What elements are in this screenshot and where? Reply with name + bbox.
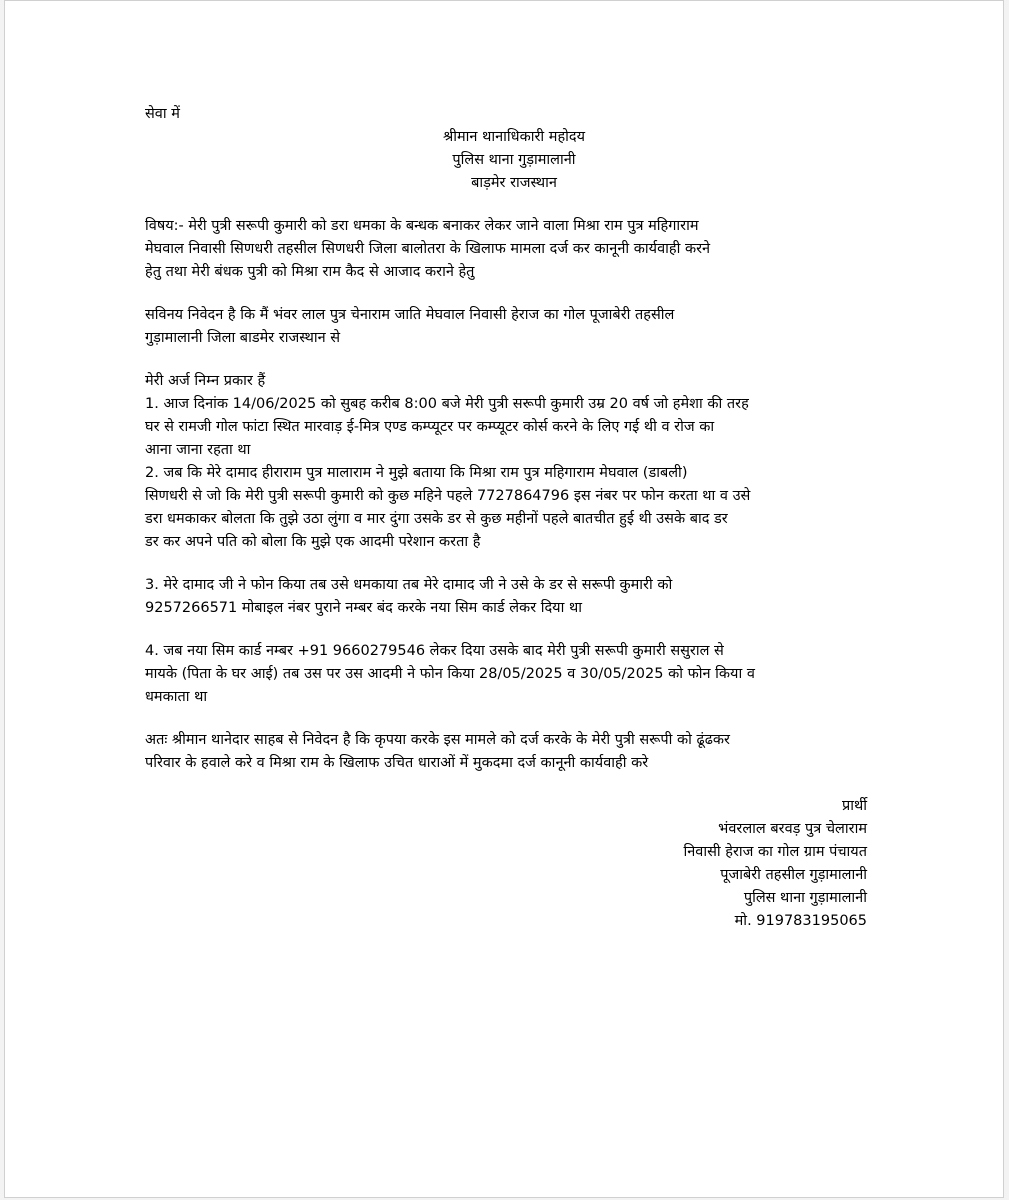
signatory-mobile: मो. 919783195065 <box>734 913 867 929</box>
signature-block <box>145 795 875 933</box>
point-1-line-3: आना जाना रहता था <box>145 442 251 458</box>
point-4-paragraph <box>145 640 875 709</box>
intro-paragraph <box>145 304 875 350</box>
point-2-line-3: डरा धमकाकर बोलता कि तुझे उठा लुंगा व मार दुंगा उसके डर से कुछ महीनों पहले बातचीत हुई थी उसके बाद डर <box>145 511 728 527</box>
point-1-line-1: 1. आज दिनांक 14/06/2025 को सुबह करीब 8:00 बजे मेरी पुत्री सरूपी कुमारी उम्र 20 वर्ष जो हमेशा की तरह <box>145 396 749 412</box>
request-heading: मेरी अर्ज निम्न प्रकार हैं <box>145 373 266 389</box>
salutation-text: सेवा में <box>145 106 180 122</box>
point-2-line-2: सिणधरी से जो कि मेरी पुत्री सरूपी कुमारी को कुछ महिने पहले 7727864796 इस नंबर पर फोन करता था व उसे <box>145 488 751 504</box>
point-4-line-1: 4. जब नया सिम कार्ड नम्बर +91 9660279546 लेकर दिया उसके बाद मेरी पुत्री सरूपी कुमारी ससुराल से <box>145 643 724 659</box>
point-2-line-1: 2. जब कि मेरे दामाद हीराराम पुत्र मालाराम ने मुझे बताया कि मिश्रा राम पुत्र महिगाराम मेघवाल (डाबली) <box>145 465 688 481</box>
conclusion-line-1: अतः श्रीमान थानेदार साहब से निवेदन है कि कृपया करके इस मामले को दर्ज करके के मेरी पुत्री सरूपी को ढूंढकर <box>145 732 730 748</box>
signatory-name: भंवरलाल बरवड़ पुत्र चेलाराम <box>718 821 867 837</box>
subject-paragraph <box>145 215 875 284</box>
salutation <box>145 103 875 126</box>
point-3-line-2: 9257266571 मोबाइल नंबर पुराने नम्बर बंद करके नया सिम कार्ड लेकर दिया था <box>145 600 582 616</box>
addressee-line-1: श्रीमान थानाधिकारी महोदय <box>442 129 586 145</box>
request-section <box>145 370 875 554</box>
signatory-address-2: पूजाबेरी तहसील गुड़ामालानी <box>720 867 867 883</box>
subject-line-1: विषय:- मेरी पुत्री सरूपी कुमारी को डरा धमका के बन्धक बनाकर लेकर जाने वाला मिश्रा राम पुत्र महिगाराम <box>145 218 699 234</box>
signatory-address-3: पुलिस थाना गुड़ामालानी <box>743 890 867 906</box>
point-4-line-2: मायके (पिता के घर आई) तब उस पर उस आदमी ने फोन किया 28/05/2025 व 30/05/2025 को फोन किया व <box>145 666 755 682</box>
point-3-line-1: 3. मेरे दामाद जी ने फोन किया तब उसे धमकाया तब मेरे दामाद जी ने उसे के डर से सरूपी कुमारी को <box>145 577 673 593</box>
point-4-line-3: धमकाता था <box>145 689 208 705</box>
subject-line-3: हेतु तथा मेरी बंधक पुत्री को मिश्रा राम कैद से आजाद कराने हेतु <box>145 264 475 280</box>
addressee-block <box>145 126 875 195</box>
addressee-line-2: पुलिस थाना गुड़ामालानी <box>452 152 576 168</box>
point-2-line-4: डर कर अपने पति को बोला कि मुझे एक आदमी परेशान करता है <box>145 534 481 550</box>
signatory-address-1: निवासी हेराज का गोल ग्राम पंचायत <box>683 844 867 860</box>
addressee-line-3: बाड़मेर राजस्थान <box>471 175 557 191</box>
document-page <box>4 0 1004 1198</box>
intro-line-1: सविनय निवेदन है कि मैं भंवर लाल पुत्र चेनाराम जाति मेघवाल निवासी हेराज का गोल पूजाबेरी तहसील <box>145 307 675 323</box>
point-3-paragraph <box>145 574 875 620</box>
complaint-letter <box>145 103 875 933</box>
subject-line-2: मेघवाल निवासी सिणधरी तहसील सिणधरी जिला बालोतरा के खिलाफ मामला दर्ज कर कानूनी कार्यवाही करने <box>145 241 711 257</box>
conclusion-paragraph <box>145 729 875 775</box>
signature-label: प्रार्थी <box>841 798 867 814</box>
conclusion-line-2: परिवार के हवाले करे व मिश्रा राम के खिलाफ उचित धाराओं में मुकदमा दर्ज कानूनी कार्यवाही करे <box>145 755 649 771</box>
point-1-line-2: घर से रामजी गोल फांटा स्थित मारवाड़ ई-मित्र एण्ड कम्प्यूटर पर कम्प्यूटर कोर्स करने के लिए गई थी व रोज का <box>145 419 715 435</box>
intro-line-2: गुड़ामालानी जिला बाडमेर राजस्थान से <box>145 330 341 346</box>
